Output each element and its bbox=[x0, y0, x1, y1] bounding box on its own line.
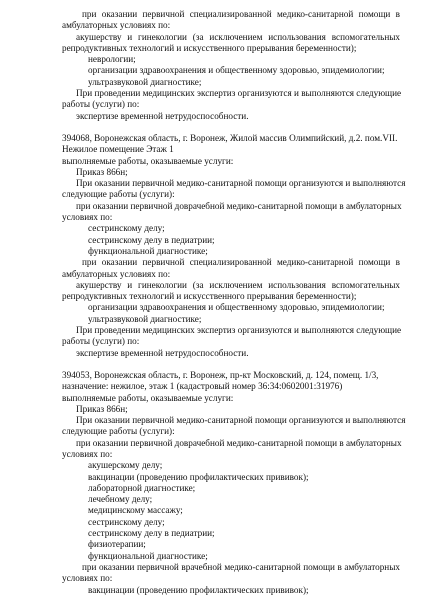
text-line: сестринскому делу; bbox=[88, 516, 165, 527]
text-line: вакцинации (проведению профилактических прививок); bbox=[88, 584, 309, 595]
text-line: условиях по: bbox=[62, 212, 113, 223]
text-line: акушерскому делу; bbox=[88, 460, 163, 471]
text-line: акушерству и гинекологии (за исключением использования вспомогательных bbox=[76, 31, 400, 42]
text-line: физиотерапии; bbox=[88, 539, 146, 550]
text-line: при оказании первичной врачебной медико-санитарной помощи в амбулаторных bbox=[82, 561, 400, 572]
text-line: организации здравоохранения и общественному здоровью, эпидемиологии; bbox=[88, 65, 385, 76]
text-line: При проведении медицинских экспертиз организуются и выполняются следующие bbox=[76, 88, 402, 99]
text-line: условиях по: bbox=[62, 448, 113, 459]
text-line: сестринскому делу; bbox=[88, 223, 165, 234]
text-line: лабораторной диагностике; bbox=[88, 482, 196, 493]
text-line: работы (услуги) по: bbox=[62, 99, 140, 110]
text-line: экспертизе временной нетрудоспособности. bbox=[76, 110, 249, 121]
text-line: ультразвуковой диагностике; bbox=[88, 76, 202, 87]
text-line: репродуктивных технологий и искусственного прерывания беременности); bbox=[62, 42, 357, 53]
text-line: лечебному делу; bbox=[88, 494, 153, 505]
text-line: 394053, Воронежская область, г. Воронеж, пр-кт Московский, д. 124, помещ. 1/3, bbox=[62, 369, 379, 380]
paragraph-gap bbox=[62, 122, 400, 133]
text-line: амбулаторных условиях по: bbox=[62, 268, 171, 279]
text-line: Приказ 866н; bbox=[76, 403, 128, 414]
text-line: Нежилое помещение Этаж 1 bbox=[62, 144, 174, 155]
text-line: следующие работы (услуги): bbox=[62, 189, 175, 200]
text-line: при оказании первичной специализированной медико-санитарной помощи в bbox=[82, 257, 400, 268]
text-line: Приказ 866н; bbox=[76, 166, 128, 177]
text-line: функциональной диагностике; bbox=[88, 245, 208, 256]
text-line: вакцинации (проведению профилактических прививок); bbox=[88, 471, 309, 482]
text-line: при оказании первичной доврачебной медико-санитарной помощи в амбулаторных bbox=[76, 200, 402, 211]
text-line: сестринскому делу в педиатрии; bbox=[88, 528, 215, 539]
text-line: При оказании первичной медико-санитарной помощи организуются и выполняются bbox=[76, 415, 406, 426]
text-line: ультразвуковой диагностике; bbox=[88, 313, 202, 324]
text-line: назначение: нежилое, этаж 1 (кадастровый номер 36:34:0602001:31976) bbox=[62, 381, 343, 392]
text-line: при оказании первичной доврачебной медико-санитарной помощи в амбулаторных bbox=[76, 437, 402, 448]
text-line: репродуктивных технологий и искусственного прерывания беременности); bbox=[62, 291, 357, 302]
text-line: При проведении медицинских экспертиз организуются и выполняются следующие bbox=[76, 325, 402, 336]
text-line: сестринскому делу в педиатрии; bbox=[88, 234, 215, 245]
text-line: при оказании первичной специализированной медико-санитарной помощи в bbox=[82, 9, 400, 19]
text-line: организации здравоохранения и общественному здоровью, эпидемиологии; bbox=[88, 302, 385, 313]
text-line: экспертизе временной нетрудоспособности. bbox=[76, 347, 249, 358]
text-line: выполняемые работы, оказываемые услуги: bbox=[62, 155, 234, 166]
text-line: неврологии; bbox=[88, 54, 136, 65]
paragraph-gap bbox=[62, 359, 400, 370]
text-line: медицинскому массажу; bbox=[88, 505, 183, 516]
text-line: выполняемые работы, оказываемые услуги: bbox=[62, 392, 234, 403]
text-line: работы (услуги) по: bbox=[62, 336, 140, 347]
text-line: условиях по: bbox=[62, 573, 113, 584]
text-line: следующие работы (услуги): bbox=[62, 426, 175, 437]
text-line: амбулаторных условиях по: bbox=[62, 20, 171, 31]
text-line: акушерству и гинекологии (за исключением использования вспомогательных bbox=[76, 279, 400, 290]
text-line: 394068, Воронежская область, г. Воронеж, Жилой массив Олимпийский, д.2. пом.VII. bbox=[62, 132, 398, 143]
text-line: функциональной диагностике; bbox=[88, 550, 208, 561]
text-line: При оказании первичной медико-санитарной помощи организуются и выполняются bbox=[76, 178, 406, 189]
